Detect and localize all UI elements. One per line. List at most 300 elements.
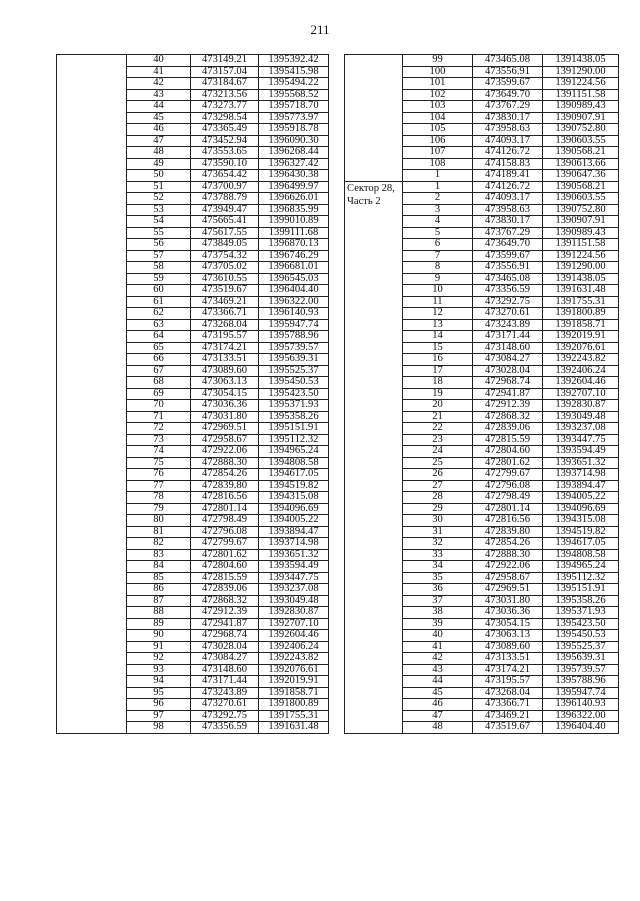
y-coordinate: 1396545.03	[259, 273, 329, 285]
y-coordinate: 1394617.05	[543, 538, 619, 550]
x-coordinate: 472839.80	[473, 526, 543, 538]
x-coordinate: 473599.67	[473, 250, 543, 262]
point-number: 31	[403, 526, 473, 538]
point-number: 69	[127, 388, 191, 400]
x-coordinate: 473292.75	[191, 710, 259, 722]
y-coordinate: 1395112.32	[543, 572, 619, 584]
x-coordinate: 473268.04	[191, 319, 259, 331]
x-coordinate: 473031.80	[191, 411, 259, 423]
point-number: 87	[127, 595, 191, 607]
point-number: 105	[403, 124, 473, 136]
point-number: 60	[127, 285, 191, 297]
y-coordinate: 1394965.24	[543, 561, 619, 573]
x-coordinate: 473174.21	[473, 664, 543, 676]
x-coordinate: 473270.61	[473, 308, 543, 320]
x-coordinate: 473213.56	[191, 89, 259, 101]
point-number: 81	[127, 526, 191, 538]
point-number: 82	[127, 538, 191, 550]
point-number: 78	[127, 492, 191, 504]
y-coordinate: 1392707.10	[543, 388, 619, 400]
x-coordinate: 475665.41	[191, 216, 259, 228]
y-coordinate: 1390603.55	[543, 135, 619, 147]
y-coordinate: 1393594.49	[259, 561, 329, 573]
x-coordinate: 473519.67	[473, 722, 543, 734]
point-number: 73	[127, 434, 191, 446]
x-coordinate: 472801.14	[191, 503, 259, 515]
y-coordinate: 1395151.91	[543, 584, 619, 596]
y-coordinate: 1399010.89	[259, 216, 329, 228]
point-number: 23	[403, 434, 473, 446]
point-number: 84	[127, 561, 191, 573]
y-coordinate: 1393594.49	[543, 446, 619, 458]
x-coordinate: 473054.15	[473, 618, 543, 630]
point-number: 25	[403, 457, 473, 469]
point-number: 58	[127, 262, 191, 274]
x-coordinate: 473268.04	[473, 687, 543, 699]
x-coordinate: 472888.30	[473, 549, 543, 561]
point-number: 88	[127, 607, 191, 619]
x-coordinate: 472804.60	[191, 561, 259, 573]
y-coordinate: 1395371.93	[259, 400, 329, 412]
x-coordinate: 473133.51	[473, 653, 543, 665]
point-number: 59	[127, 273, 191, 285]
point-number: 98	[127, 722, 191, 734]
point-number: 40	[127, 55, 191, 67]
page-number: 211	[310, 22, 330, 37]
y-coordinate: 1396681.01	[259, 262, 329, 274]
x-coordinate: 472839.06	[473, 423, 543, 435]
x-coordinate: 473298.54	[191, 112, 259, 124]
y-coordinate: 1393894.47	[259, 526, 329, 538]
y-coordinate: 1394315.08	[259, 492, 329, 504]
point-number: 89	[127, 618, 191, 630]
y-coordinate: 1395568.52	[259, 89, 329, 101]
x-coordinate: 473590.10	[191, 158, 259, 170]
y-coordinate: 1392019.91	[259, 676, 329, 688]
x-coordinate: 473649.70	[473, 239, 543, 251]
x-coordinate: 472801.62	[191, 549, 259, 561]
point-number: 51	[127, 181, 191, 193]
point-number: 7	[403, 250, 473, 262]
x-coordinate: 473243.89	[191, 687, 259, 699]
point-number: 83	[127, 549, 191, 561]
point-number: 11	[403, 296, 473, 308]
point-number: 92	[127, 653, 191, 665]
y-coordinate: 1395788.96	[543, 676, 619, 688]
x-coordinate: 473292.75	[473, 296, 543, 308]
y-coordinate: 1393714.98	[259, 538, 329, 550]
point-number: 97	[127, 710, 191, 722]
point-number: 16	[403, 354, 473, 366]
x-coordinate: 474126.72	[473, 181, 543, 193]
x-coordinate: 473654.42	[191, 170, 259, 182]
point-number: 70	[127, 400, 191, 412]
y-coordinate: 1396140.93	[259, 308, 329, 320]
x-coordinate: 472839.80	[191, 480, 259, 492]
point-number: 67	[127, 365, 191, 377]
point-number: 15	[403, 342, 473, 354]
point-number: 100	[403, 66, 473, 78]
y-coordinate: 1392076.61	[543, 342, 619, 354]
x-coordinate: 472804.60	[473, 446, 543, 458]
x-coordinate: 472958.67	[473, 572, 543, 584]
y-coordinate: 1395112.32	[259, 434, 329, 446]
y-coordinate: 1396746.29	[259, 250, 329, 262]
x-coordinate: 472941.87	[191, 618, 259, 630]
point-number: 26	[403, 469, 473, 481]
y-coordinate: 1392830.87	[543, 400, 619, 412]
y-coordinate: 1390613.66	[543, 158, 619, 170]
x-coordinate: 473184.67	[191, 78, 259, 90]
x-coordinate: 473089.60	[191, 365, 259, 377]
x-coordinate: 472796.08	[191, 526, 259, 538]
x-coordinate: 472839.06	[191, 584, 259, 596]
y-coordinate: 1395739.57	[259, 342, 329, 354]
x-coordinate: 474093.17	[473, 135, 543, 147]
point-number: 18	[403, 377, 473, 389]
y-coordinate: 1393447.75	[543, 434, 619, 446]
point-number: 29	[403, 503, 473, 515]
point-number: 27	[403, 480, 473, 492]
x-coordinate: 473133.51	[191, 354, 259, 366]
x-coordinate: 473465.08	[473, 55, 543, 67]
point-number: 39	[403, 618, 473, 630]
x-coordinate: 473031.80	[473, 595, 543, 607]
point-number: 52	[127, 193, 191, 205]
x-coordinate: 473089.60	[473, 641, 543, 653]
x-coordinate: 473356.59	[473, 285, 543, 297]
point-number: 1	[403, 181, 473, 193]
point-number: 46	[403, 699, 473, 711]
y-coordinate: 1393049.48	[259, 595, 329, 607]
y-coordinate: 1394096.69	[259, 503, 329, 515]
x-coordinate: 473958.63	[473, 124, 543, 136]
x-coordinate: 472969.51	[473, 584, 543, 596]
x-coordinate: 472798.49	[473, 492, 543, 504]
y-coordinate: 1395525.37	[543, 641, 619, 653]
y-coordinate: 1390603.55	[543, 193, 619, 205]
x-coordinate: 473767.29	[473, 101, 543, 113]
point-number: 41	[403, 641, 473, 653]
point-number: 48	[127, 147, 191, 159]
y-coordinate: 1392243.82	[543, 354, 619, 366]
x-coordinate: 472801.62	[473, 457, 543, 469]
point-number: 49	[127, 158, 191, 170]
y-coordinate: 1395918.78	[259, 124, 329, 136]
x-coordinate: 473365.49	[191, 124, 259, 136]
y-coordinate: 1394808.58	[543, 549, 619, 561]
point-number: 91	[127, 641, 191, 653]
y-coordinate: 1394096.69	[543, 503, 619, 515]
y-coordinate: 1395739.57	[543, 664, 619, 676]
y-coordinate: 1395947.74	[259, 319, 329, 331]
y-coordinate: 1396268.44	[259, 147, 329, 159]
y-coordinate: 1395947.74	[543, 687, 619, 699]
y-coordinate: 1394005.22	[259, 515, 329, 527]
point-number: 9	[403, 273, 473, 285]
y-coordinate: 1392406.24	[543, 365, 619, 377]
y-coordinate: 1392019.91	[543, 331, 619, 343]
y-coordinate: 1392243.82	[259, 653, 329, 665]
x-coordinate: 473195.57	[191, 331, 259, 343]
x-coordinate: 473036.36	[473, 607, 543, 619]
x-coordinate: 473174.21	[191, 342, 259, 354]
point-number: 41	[127, 66, 191, 78]
y-coordinate: 1395392.42	[259, 55, 329, 67]
point-number: 66	[127, 354, 191, 366]
x-coordinate: 473599.67	[473, 78, 543, 90]
point-number: 75	[127, 457, 191, 469]
point-number: 20	[403, 400, 473, 412]
point-number: 6	[403, 239, 473, 251]
y-coordinate: 1391631.48	[259, 722, 329, 734]
point-number: 47	[127, 135, 191, 147]
point-number: 3	[403, 204, 473, 216]
x-coordinate: 473270.61	[191, 699, 259, 711]
point-number: 101	[403, 78, 473, 90]
x-coordinate: 472816.56	[473, 515, 543, 527]
x-coordinate: 474189.41	[473, 170, 543, 182]
point-number: 48	[403, 722, 473, 734]
point-number: 37	[403, 595, 473, 607]
table-row	[345, 181, 619, 193]
x-coordinate: 472799.67	[191, 538, 259, 550]
section-label: Сектор 28, Часть 2	[345, 181, 403, 733]
x-coordinate: 473469.21	[191, 296, 259, 308]
table-row	[57, 55, 329, 67]
point-number: 55	[127, 227, 191, 239]
point-number: 17	[403, 365, 473, 377]
y-coordinate: 1393237.08	[543, 423, 619, 435]
y-coordinate: 1391151.58	[543, 89, 619, 101]
x-coordinate: 473366.71	[473, 699, 543, 711]
point-number: 68	[127, 377, 191, 389]
x-coordinate: 473195.57	[473, 676, 543, 688]
x-coordinate: 473149.21	[191, 55, 259, 67]
point-number: 57	[127, 250, 191, 262]
point-number: 19	[403, 388, 473, 400]
y-coordinate: 1395494.22	[259, 78, 329, 90]
point-number: 72	[127, 423, 191, 435]
y-coordinate: 1391755.31	[259, 710, 329, 722]
point-number: 28	[403, 492, 473, 504]
x-coordinate: 473767.29	[473, 227, 543, 239]
x-coordinate: 473063.13	[473, 630, 543, 642]
point-number: 32	[403, 538, 473, 550]
x-coordinate: 472868.32	[191, 595, 259, 607]
point-number: 71	[127, 411, 191, 423]
x-coordinate: 473754.32	[191, 250, 259, 262]
x-coordinate: 473084.27	[473, 354, 543, 366]
y-coordinate: 1394315.08	[543, 515, 619, 527]
y-coordinate: 1393237.08	[259, 584, 329, 596]
point-number: 14	[403, 331, 473, 343]
y-coordinate: 1395423.50	[259, 388, 329, 400]
point-number: 4	[403, 216, 473, 228]
y-coordinate: 1391224.56	[543, 78, 619, 90]
point-number: 35	[403, 572, 473, 584]
y-coordinate: 1391858.71	[543, 319, 619, 331]
y-coordinate: 1394965.24	[259, 446, 329, 458]
point-number: 8	[403, 262, 473, 274]
x-coordinate: 472969.51	[191, 423, 259, 435]
y-coordinate: 1391800.89	[259, 699, 329, 711]
y-coordinate: 1393714.98	[543, 469, 619, 481]
point-number: 40	[403, 630, 473, 642]
y-coordinate: 1390989.43	[543, 101, 619, 113]
y-coordinate: 1395371.93	[543, 607, 619, 619]
point-number: 1	[403, 170, 473, 182]
x-coordinate: 472968.74	[191, 630, 259, 642]
point-number: 65	[127, 342, 191, 354]
x-coordinate: 473054.15	[191, 388, 259, 400]
y-coordinate: 1395773.97	[259, 112, 329, 124]
y-coordinate: 1396430.38	[259, 170, 329, 182]
point-number: 42	[127, 78, 191, 90]
point-number: 46	[127, 124, 191, 136]
y-coordinate: 1395450.53	[259, 377, 329, 389]
x-coordinate: 475617.55	[191, 227, 259, 239]
y-coordinate: 1390568.21	[543, 181, 619, 193]
row-label-cell	[57, 55, 127, 734]
x-coordinate: 472922.06	[473, 561, 543, 573]
x-coordinate: 474158.83	[473, 158, 543, 170]
coordinates-table-left	[56, 54, 329, 734]
x-coordinate: 472796.08	[473, 480, 543, 492]
point-number: 54	[127, 216, 191, 228]
y-coordinate: 1395151.91	[259, 423, 329, 435]
point-number: 94	[127, 676, 191, 688]
x-coordinate: 473171.44	[191, 676, 259, 688]
point-number: 90	[127, 630, 191, 642]
x-coordinate: 473830.17	[473, 112, 543, 124]
y-coordinate: 1396870.13	[259, 239, 329, 251]
y-coordinate: 1396322.00	[259, 296, 329, 308]
y-coordinate: 1395423.50	[543, 618, 619, 630]
x-coordinate: 473148.60	[473, 342, 543, 354]
coordinates-table-right	[344, 54, 619, 734]
x-coordinate: 472941.87	[473, 388, 543, 400]
point-number: 22	[403, 423, 473, 435]
x-coordinate: 473958.63	[473, 204, 543, 216]
y-coordinate: 1391858.71	[259, 687, 329, 699]
point-number: 96	[127, 699, 191, 711]
y-coordinate: 1399111.68	[259, 227, 329, 239]
y-coordinate: 1395639.31	[543, 653, 619, 665]
y-coordinate: 1390907.91	[543, 112, 619, 124]
point-number: 53	[127, 204, 191, 216]
x-coordinate: 472799.67	[473, 469, 543, 481]
x-coordinate: 472854.26	[473, 538, 543, 550]
y-coordinate: 1390907.91	[543, 216, 619, 228]
x-coordinate: 473243.89	[473, 319, 543, 331]
y-coordinate: 1396140.93	[543, 699, 619, 711]
x-coordinate: 473356.59	[191, 722, 259, 734]
point-number: 2	[403, 193, 473, 205]
point-number: 102	[403, 89, 473, 101]
y-coordinate: 1393049.48	[543, 411, 619, 423]
point-number: 107	[403, 147, 473, 159]
point-number: 43	[403, 664, 473, 676]
y-coordinate: 1390647.36	[543, 170, 619, 182]
x-coordinate: 472801.14	[473, 503, 543, 515]
point-number: 42	[403, 653, 473, 665]
y-coordinate: 1391800.89	[543, 308, 619, 320]
y-coordinate: 1390989.43	[543, 227, 619, 239]
y-coordinate: 1394519.82	[543, 526, 619, 538]
x-coordinate: 473273.77	[191, 101, 259, 113]
x-coordinate: 472968.74	[473, 377, 543, 389]
y-coordinate: 1395358.26	[259, 411, 329, 423]
x-coordinate: 473519.67	[191, 285, 259, 297]
x-coordinate: 473556.91	[473, 66, 543, 78]
x-coordinate: 473028.04	[191, 641, 259, 653]
point-number: 44	[127, 101, 191, 113]
x-coordinate: 472958.67	[191, 434, 259, 446]
x-coordinate: 473705.02	[191, 262, 259, 274]
x-coordinate: 473148.60	[191, 664, 259, 676]
point-number: 50	[127, 170, 191, 182]
x-coordinate: 473469.21	[473, 710, 543, 722]
point-number: 104	[403, 112, 473, 124]
point-number: 56	[127, 239, 191, 251]
point-number: 38	[403, 607, 473, 619]
x-coordinate: 472912.39	[473, 400, 543, 412]
y-coordinate: 1391631.48	[543, 285, 619, 297]
point-number: 99	[403, 55, 473, 67]
y-coordinate: 1390752.80	[543, 124, 619, 136]
point-number: 93	[127, 664, 191, 676]
y-coordinate: 1394519.82	[259, 480, 329, 492]
y-coordinate: 1395415.98	[259, 66, 329, 78]
y-coordinate: 1391438.05	[543, 273, 619, 285]
point-number: 13	[403, 319, 473, 331]
y-coordinate: 1391438.05	[543, 55, 619, 67]
point-number: 30	[403, 515, 473, 527]
point-number: 45	[127, 112, 191, 124]
point-number: 45	[403, 687, 473, 699]
point-number: 103	[403, 101, 473, 113]
x-coordinate: 472815.59	[473, 434, 543, 446]
y-coordinate: 1391290.00	[543, 66, 619, 78]
point-number: 24	[403, 446, 473, 458]
x-coordinate: 472888.30	[191, 457, 259, 469]
y-coordinate: 1391755.31	[543, 296, 619, 308]
point-number: 63	[127, 319, 191, 331]
y-coordinate: 1394808.58	[259, 457, 329, 469]
y-coordinate: 1396090.30	[259, 135, 329, 147]
y-coordinate: 1392406.24	[259, 641, 329, 653]
point-number: 76	[127, 469, 191, 481]
point-number: 62	[127, 308, 191, 320]
y-coordinate: 1396835.99	[259, 204, 329, 216]
x-coordinate: 473553.65	[191, 147, 259, 159]
y-coordinate: 1392604.46	[259, 630, 329, 642]
y-coordinate: 1390568.21	[543, 147, 619, 159]
x-coordinate: 473610.55	[191, 273, 259, 285]
x-coordinate: 473084.27	[191, 653, 259, 665]
y-coordinate: 1396322.00	[543, 710, 619, 722]
y-coordinate: 1393894.47	[543, 480, 619, 492]
x-coordinate: 473849.05	[191, 239, 259, 251]
table-row	[345, 55, 619, 67]
x-coordinate: 472854.26	[191, 469, 259, 481]
x-coordinate: 473028.04	[473, 365, 543, 377]
y-coordinate: 1393651.32	[259, 549, 329, 561]
point-number: 74	[127, 446, 191, 458]
y-coordinate: 1392604.46	[543, 377, 619, 389]
y-coordinate: 1396327.42	[259, 158, 329, 170]
